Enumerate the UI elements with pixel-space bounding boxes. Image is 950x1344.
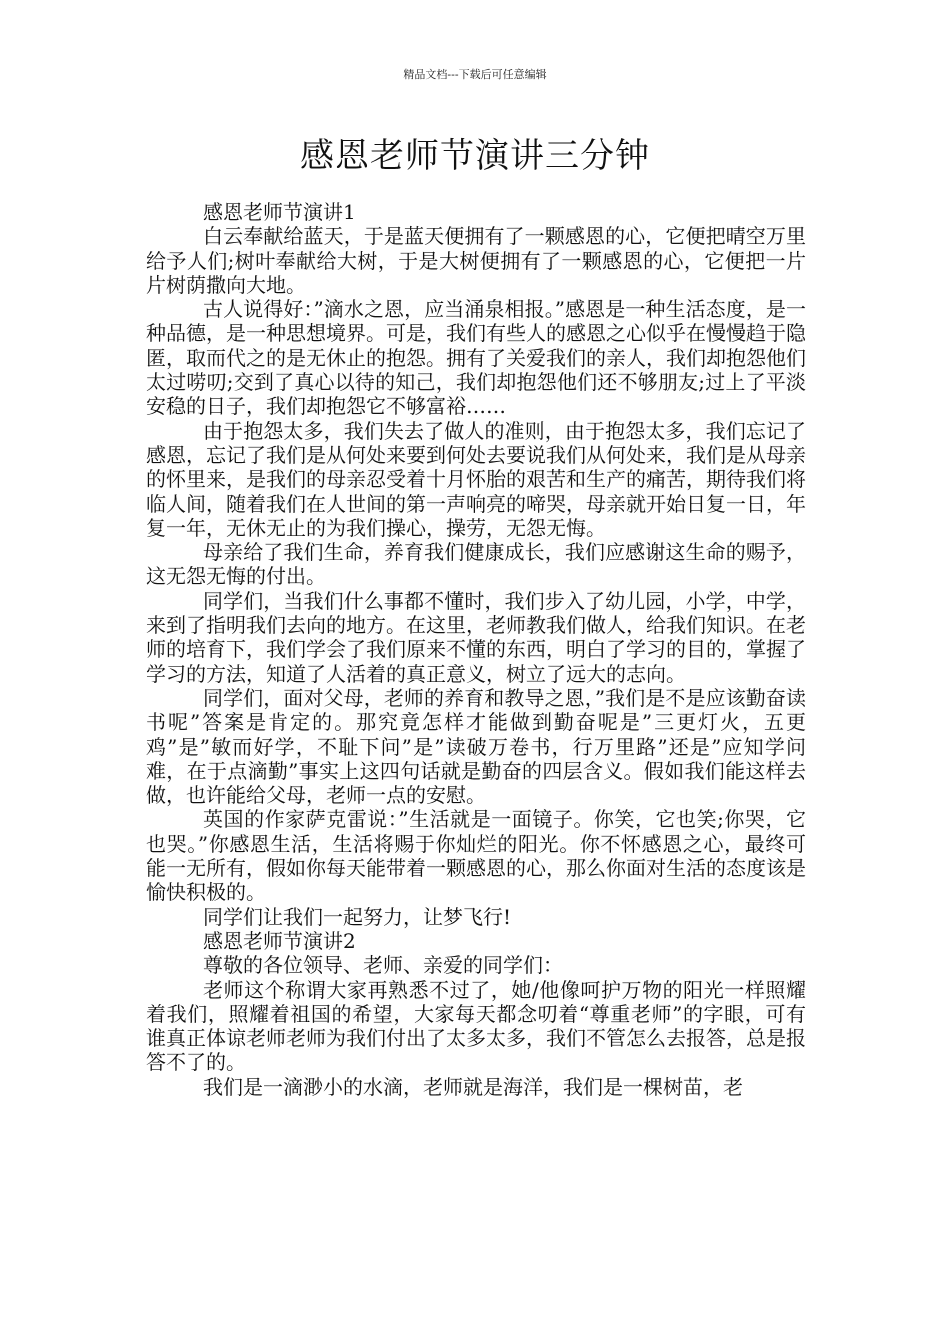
section-heading: 感恩老师节演讲2	[203, 928, 356, 953]
paragraph: 古人说得好：”滴水之恩，应当涌泉相报。”感恩是一种生活态度，是一种品德，是一种思想境界。可是，我们有些人的感恩之心似乎在慢慢趋于隐匿，取而代之的是无休止的抱怨。拥有了关爱我们的亲人，我们却抱怨他们太过唠叨;交到了真心以待的知己，我们却抱怨他们还不够朋友;过上了平淡安稳的日子，我们却抱怨它不够富裕……	[146, 297, 806, 419]
section-heading: 感恩老师节演讲1	[203, 200, 356, 224]
salutation: 尊敬的各位领导、老师、亲爱的同学们：	[203, 953, 563, 978]
document-title: 感恩老师节演讲三分钟	[300, 136, 650, 176]
paragraph: 由于抱怨太多，我们失去了做人的准则，由于抱怨太多，我们忘记了感恩，忘记了我们是从何处来要到何处去要说我们从何处来，我们是从母亲的怀里来，是我们的母亲忍受着十月怀胎的艰苦和生产的痛苦，期待我们将临人间，随着我们在人世间的第一声响亮的啼哭，母亲就开始日复一日，年复一年，无休无止的为我们操心，操劳，无怨无悔。	[146, 418, 806, 540]
paragraph: 老师这个称谓大家再熟悉不过了，她/他像呵护万物的阳光一样照耀着我们，照耀着祖国的希望，大家每天都念叨着“尊重老师”的字眼，可有谁真正体谅老师老师为我们付出了太多太多，我们不管怎么去报答，总是报答不了的。	[146, 977, 806, 1075]
paragraph: 白云奉献给蓝天，于是蓝天便拥有了一颗感恩的心，它便把晴空万里给予人们;树叶奉献给大树，于是大树便拥有了一颗感恩的心，它便把一片片树荫撒向大地。	[146, 224, 806, 297]
paragraph: 同学们，当我们什么事都不懂时，我们步入了幼儿园，小学，中学，来到了指明我们去向的地方。在这里，老师教我们做人，给我们知识。在老师的培育下，我们学会了我们原来不懂的东西，明白了学习的目的，掌握了学习的方法，知道了人活着的真正意义，树立了远大的志向。	[146, 588, 806, 686]
paragraph: 英国的作家萨克雷说：”生活就是一面镜子。你笑，它也笑;你哭，它也哭。”你感恩生活，生活将赐于你灿烂的阳光。你不怀感恩之心，最终可能一无所有，假如你每天能带着一颗感恩的心，那么你面对生活的态度该是愉快积极的。	[146, 807, 806, 905]
body-text	[146, 200, 806, 1099]
paragraph: 我们是一滴渺小的水滴，老师就是海洋，我们是一棵树苗，老	[203, 1074, 743, 1099]
header-note: 精品文档---下载后可任意编辑	[403, 68, 547, 81]
paragraph: 同学们，面对父母，老师的养育和教导之恩，”我们是不是应该勤奋读书呢”答案是肯定的。那究竟怎样才能做到勤奋呢是”三更灯火，五更鸡”是”敏而好学，不耻下问”是”读破万卷书，行万里路”还是”应知学问难，在于点滴勤”事实上这四句话就是勤奋的四层含义。假如我们能这样去做，也许能给父母，老师一点的安慰。	[146, 685, 806, 808]
paragraph: 母亲给了我们生命，养育我们健康成长，我们应感谢这生命的赐予，这无怨无悔的付出。	[146, 540, 806, 589]
paragraph: 同学们让我们一起努力，让梦飞行!	[203, 904, 512, 929]
